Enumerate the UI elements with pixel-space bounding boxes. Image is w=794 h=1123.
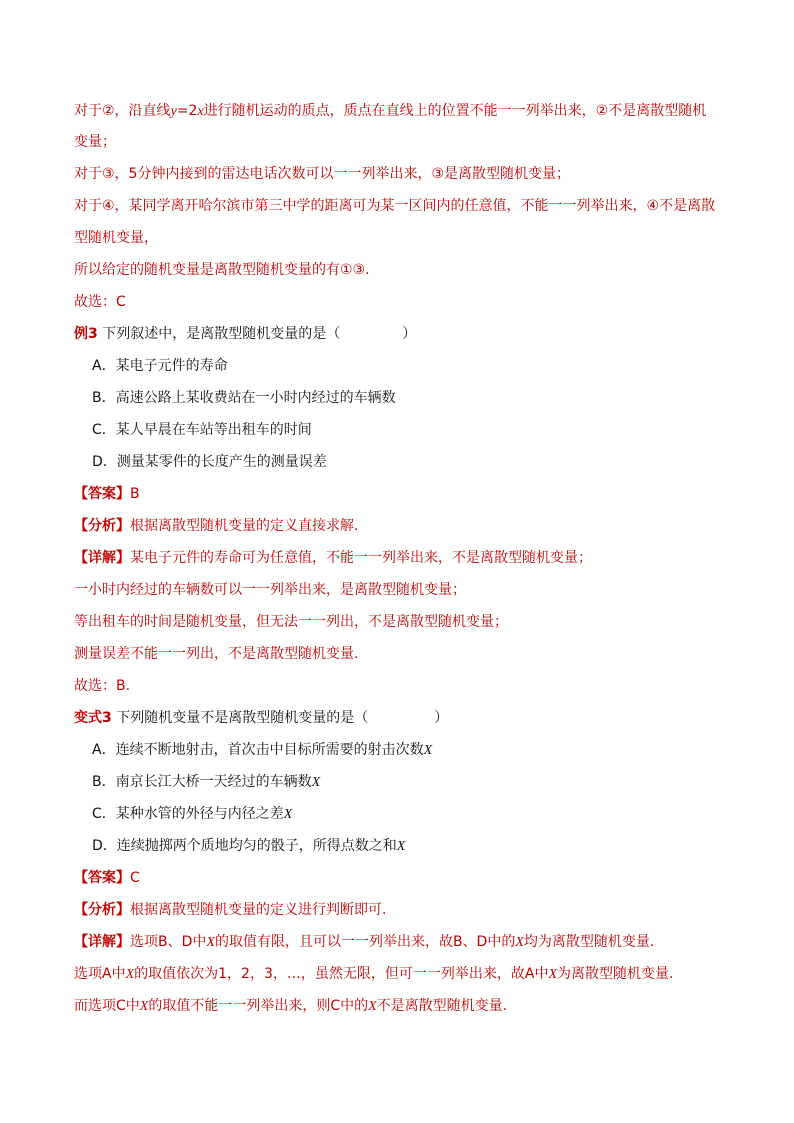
math-variable: X <box>206 935 215 950</box>
solution-summary: 所以给定的随机变量是离散型随机变量的有①③. <box>74 262 370 278</box>
detail-line-1 <box>74 548 592 568</box>
detail-line-2: 一小时内经过的车辆数可以一一列举出来，是离散型随机变量； <box>74 582 466 598</box>
option-text: D．连续抛掷两个质地均匀的骰子，所得点数之和 <box>92 838 397 854</box>
text-segment: 选项A中 <box>74 966 126 982</box>
question-text: 下列叙述中，是离散型随机变量的是（ <box>102 326 341 342</box>
example-label: 例3 <box>74 326 98 342</box>
text-segment: 的取值有限，且可以一一列举出来，故B、D中的 <box>214 934 516 950</box>
solution-line-2-cont: 变量； <box>74 134 116 150</box>
text-segment: 对于②，沿直线 <box>74 103 171 119</box>
math-variable: X <box>515 935 524 950</box>
example-3-question <box>74 324 416 344</box>
variant-3-question <box>74 708 448 728</box>
question-text: 下列随机变量不是离散型随机变量的是（ <box>116 710 369 726</box>
option-text: A．连续不断地射击，首次击中目标所需要的射击次数 <box>92 742 424 758</box>
analysis-tag: 【分析】 <box>74 518 130 534</box>
solution-line-2 <box>74 101 706 122</box>
question-close: ） <box>402 326 417 342</box>
question-close: ） <box>434 710 449 726</box>
option-d <box>92 836 405 857</box>
math-variable: x <box>197 104 204 119</box>
analysis-line <box>74 900 386 920</box>
text-segment: 的取值不能一一列举出来，则C中的 <box>148 998 369 1014</box>
analysis-text: 根据离散型随机变量的定义直接求解. <box>130 518 359 534</box>
math-variable: X <box>139 999 149 1014</box>
answer-value: B <box>130 486 140 502</box>
detail-tag: 【详解】 <box>74 934 130 950</box>
option-b: B．高速公路上某收费站在一小时内经过的车辆数 <box>92 390 396 406</box>
answer-value: C <box>130 870 140 886</box>
solution-line-4-cont: 型随机变量， <box>74 230 158 246</box>
text-segment: 为离散型随机变量. <box>557 966 674 982</box>
option-a <box>92 740 432 761</box>
detail-tag: 【详解】 <box>74 550 130 566</box>
option-d: D．测量某零件的长度产生的测量误差 <box>92 454 327 470</box>
answer-tag: 【答案】 <box>74 486 130 502</box>
solution-choice: 故选：C <box>74 294 126 310</box>
option-c: C．某人早晨在车站等出租车的时间 <box>92 422 312 438</box>
math-variable: X <box>423 743 433 758</box>
option-text: B．南京长江大桥一天经过的车辆数 <box>92 774 312 790</box>
answer-line <box>74 868 140 888</box>
option-c <box>92 804 292 825</box>
math-variable: y <box>170 104 177 119</box>
text-segment: 均为离散型随机变量. <box>523 934 655 950</box>
option-a: A．某电子元件的寿命 <box>92 358 228 374</box>
detail-text <box>130 934 654 950</box>
math-variable: X <box>548 967 558 982</box>
detail-line-3 <box>74 996 507 1017</box>
detail-text: 某电子元件的寿命可为任意值，不能一一列举出来，不是离散型随机变量； <box>130 550 592 566</box>
option-b <box>92 772 320 793</box>
detail-line-2 <box>74 964 673 985</box>
math-variable: X <box>396 839 406 854</box>
conclusion-line: 故选：B. <box>74 678 131 694</box>
math-variable: X <box>311 775 321 790</box>
text-segment: 而选项C中 <box>74 998 140 1014</box>
math-variable: X <box>283 807 293 822</box>
math-variable: X <box>368 999 377 1014</box>
text-segment: 的取值依次为1，2，3，…，虽然无限，但可一一列举出来，故A中 <box>134 966 549 982</box>
detail-line-1 <box>74 932 654 953</box>
text-segment: 选项B、D中 <box>130 934 207 950</box>
text-segment: =2 <box>176 103 198 119</box>
detail-line-4: 测量误差不能一一列出，不是离散型随机变量. <box>74 646 359 662</box>
detail-line-3: 等出租车的时间是随机变量，但无法一一列出，不是离散型随机变量； <box>74 614 508 630</box>
answer-line <box>74 484 140 504</box>
option-text: C．某种水管的外径与内径之差 <box>92 806 284 822</box>
analysis-line <box>74 516 358 536</box>
text-segment: 进行随机运动的质点，质点在直线上的位置不能一一列举出来，②不是离散型随机 <box>203 103 707 119</box>
solution-line-4: 对于④，某同学离开哈尔滨市第三中学的距离可为某一区间内的任意值，不能一一列举出来，④不是离散 <box>74 198 716 214</box>
variant-label: 变式3 <box>74 710 112 726</box>
solution-line-3: 对于③，5分钟内接到的雷达电话次数可以一一列举出来，③是离散型随机变量； <box>74 166 571 182</box>
analysis-text: 根据离散型随机变量的定义进行判断即可. <box>130 902 387 918</box>
analysis-tag: 【分析】 <box>74 902 130 918</box>
answer-tag: 【答案】 <box>74 870 130 886</box>
text-segment: 不是离散型随机变量. <box>376 998 508 1014</box>
math-variable: X <box>125 967 135 982</box>
